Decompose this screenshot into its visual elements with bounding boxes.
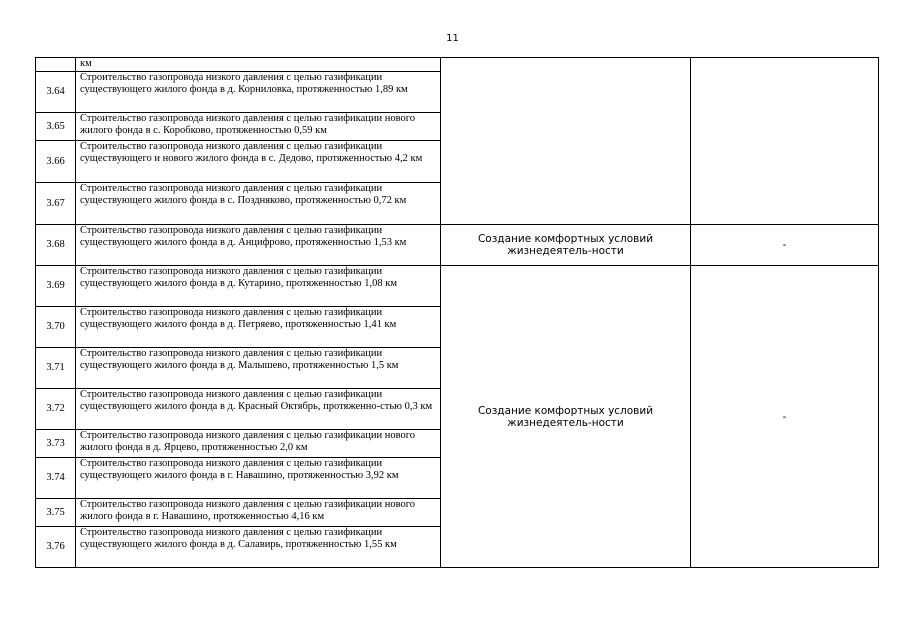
- row-number: 3.68: [36, 225, 76, 266]
- goal-cell-group: Создание комфортных условий жизнедеятель-ности: [441, 266, 691, 568]
- row-number: 3.65: [36, 113, 76, 141]
- row-number: 3.72: [36, 389, 76, 430]
- row-number-cell: [36, 58, 76, 72]
- row-number: 3.75: [36, 499, 76, 527]
- goal-cell-empty: [441, 58, 691, 225]
- row-description: Строительство газопровода низкого давления с целью газификации существующего жилого фонда в г. Навашино, протяженностью 3,92 км: [76, 458, 441, 499]
- row-description: Строительство газопровода низкого давления с целью газификации существующего и нового жилого фонда в с. Дедово, протяженностью 4,2 км: [76, 141, 441, 183]
- row-description: Строительство газопровода низкого давления с целью газификации существующего жилого фонда в д. Анцифрово, протяженностью 1,53 км: [76, 225, 441, 266]
- row-description: Строительство газопровода низкого давления с целью газификации существующего жилого фонда в д. Корниловка, протяженностью 1,89 км: [76, 72, 441, 113]
- row-description: Строительство газопровода низкого давления с целью газификации существующего жилого фонда в д. Кутарино, протяженностью 1,08 км: [76, 266, 441, 307]
- row-number: 3.70: [36, 307, 76, 348]
- row-description: Строительство газопровода низкого давления с целью газификации нового жилого фонда в г. Навашино, протяженностью 4,16 км: [76, 499, 441, 527]
- row-number: 3.69: [36, 266, 76, 307]
- row-description: Строительство газопровода низкого давления с целью газификации нового жилого фонда в д. Ярцево, протяженностью 2,0 км: [76, 430, 441, 458]
- row-number: 3.67: [36, 183, 76, 225]
- row-description: Строительство газопровода низкого давления с целью газификации существующего жилого фонда в д. Красный Октябрь, протяженно-стью 0,3 км: [76, 389, 441, 430]
- row-description: Строительство газопровода низкого давления с целью газификации существующего жилого фонда в д. Салавирь, протяженностью 1,55 км: [76, 527, 441, 568]
- extra-cell-group: -: [691, 266, 879, 568]
- extra-cell-empty: [691, 58, 879, 225]
- row-number: 3.71: [36, 348, 76, 389]
- table-row: [36, 266, 879, 307]
- row-number: 3.76: [36, 527, 76, 568]
- extra-cell: -: [691, 225, 879, 266]
- page-number: 11: [446, 33, 459, 44]
- projects-table: [35, 57, 879, 568]
- row-number: 3.64: [36, 72, 76, 113]
- goal-cell: Создание комфортных условий жизнедеятель-ности: [441, 225, 691, 266]
- row-description: Строительство газопровода низкого давления с целью газификации нового жилого фонда в с. Коробково, протяженностью 0,59 км: [76, 113, 441, 141]
- table-row: [36, 225, 879, 266]
- row-description: Строительство газопровода низкого давления с целью газификации существующего жилого фонда в д. Петряево, протяженностью 1,41 км: [76, 307, 441, 348]
- row-number: 3.73: [36, 430, 76, 458]
- row-description: Строительство газопровода низкого давления с целью газификации существующего жилого фонда в с. Поздняково, протяженностью 0,72 км: [76, 183, 441, 225]
- row-description: км: [76, 58, 441, 72]
- row-description: Строительство газопровода низкого давления с целью газификации существующего жилого фонда в д. Малышево, протяженностью 1,5 км: [76, 348, 441, 389]
- row-number: 3.74: [36, 458, 76, 499]
- row-number: 3.66: [36, 141, 76, 183]
- table-row: [36, 58, 879, 72]
